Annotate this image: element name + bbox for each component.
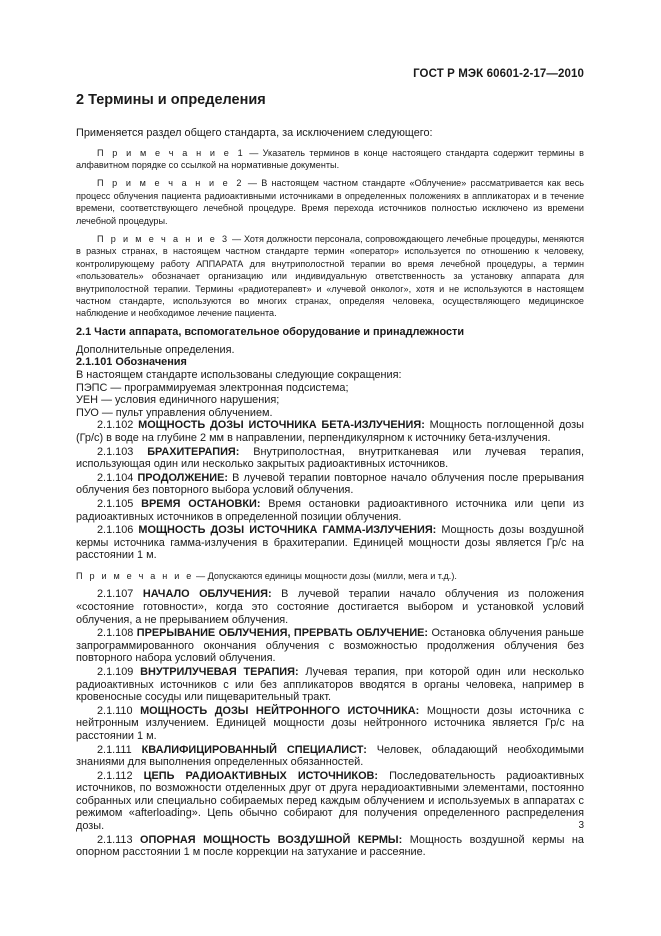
note-text: — Допускаются единицы мощности дозы (милли, мега и т.д.). [193,570,457,581]
term-number: 2.1.108 [97,627,134,640]
term-number: 2.1.107 [97,588,134,601]
terms-list-b [76,588,584,858]
term-definition: В лучевой терапии повторное начало облучения после прерывания облучения без повторного выбора условий облучения. [76,471,584,497]
term-paragraph [76,627,584,665]
term-number: 2.1.106 [97,524,134,537]
abbr-intro: В настоящем стандарте использованы следующие сокращения: [76,369,402,382]
note-units [76,570,584,582]
abbr-item: УЕН — условия единичного нарушения; [76,394,280,407]
page-number: 3 [578,820,584,831]
abbr-list [76,382,584,420]
term-definition: Лучевая терапия, при которой один или несколько радиоактивных источников с или без аппликаторов вводятся в органы человека, например в кровеносные сосуды или пищеварительный тракт. [76,665,584,704]
term-name: ВНУТРИЛУЧЕВАЯ ТЕРАПИЯ: [140,665,299,678]
note-label: П р и м е ч а н и е [76,570,194,581]
term-paragraph [76,498,584,523]
term-number: 2.1.110 [97,704,133,717]
term-name: МОЩНОСТЬ ДОЗЫ НЕЙТРОННОГО ИСТОЧНИКА: [140,704,420,717]
note-text: — В настоящем частном стандарте «Облучение» рассматривается как весь процесс облучения пациента радиоактивными источниками в определенных положениях в аппликаторах и в течение времени, соответствующего лечебной процедуре. Время перехода источников полностью исключено из времени лечебной процедуры. [76,178,584,226]
note-label: П р и м е ч а н и е 2 [97,178,244,189]
term-name: ПРОДОЛЖЕНИЕ: [137,471,229,484]
term-paragraph [76,472,584,497]
term-definition: Мощность воздушной кермы на опорном расстоянии 1 м после коррекции на затухание и рассеяние. [76,833,584,859]
abbr-item: ПУО — пульт управления облучением. [76,406,273,419]
term-paragraph [76,524,584,562]
terms-list-a [76,419,584,562]
term-number: 2.1.103 [97,445,134,458]
term-definition: Время остановки радиоактивного источника или цепи из радиоактивных источников в определенной позиции облучения. [76,498,584,523]
term-paragraph [76,666,584,704]
term-number: 2.1.105 [97,498,134,510]
note-label: П р и м е ч а н и е 3 [97,234,230,245]
term-number: 2.1.113 [97,833,133,846]
term-name: ОПОРНАЯ МОЩНОСТЬ ВОЗДУШНОЙ КЕРМЫ: [140,833,403,846]
term-definition: Остановка облучения раньше запрограммированного окончания облучения с возможностью продолжения облучения без повторного набора условий облучения. [76,627,584,665]
term-name: БРАХИТЕРАПИЯ: [147,445,240,458]
term-name: НАЧАЛО ОБЛУЧЕНИЯ: [142,588,272,601]
intro-paragraph: Применяется раздел общего стандарта, за исключением следующего: [76,127,433,139]
term-name: КВАЛИФИЦИРОВАННЫЙ СПЕЦИАЛИСТ: [141,743,367,756]
note-paragraph [76,233,584,320]
term-definition: Мощность поглощенной дозы (Гр/с) в воде на глубине 2 мм в направлении, перпендикулярном к источнику бета-излучения. [76,419,584,445]
term-definition: В лучевой терапии начало облучения из положения «состояние готовности», когда это состояние достигается выбором и установкой условий облучения, а не прерыванием облучения. [76,588,584,626]
note-text: — Хотя должности персонала, сопровождающего лечебные процедуры, меняются в разных странах, в настоящем частном стандарте термин «оператор» используется по отношению к человеку, контролирующему работу АППАРАТА для внутриполостной терапии во время лечебной процедуры, а термин «пользователь» обозначает организацию или индивидуальную ответственность за установку аппарата для внутриполостной терапии. Термины «радиотерапевт» и «лучевой онколог», хотя и не используются в настоящем частном стандарте, используются во многих странах, определяя человека, осуществляющего медицинское наблюдение и необходимое лечение пациента. [76,234,585,319]
term-definition: Внутриполостная, внутритканевая или лучевая терапия, использующая один или несколько закрытых радиоактивных источников. [76,445,584,471]
section-title: 2 Термины и определения [76,92,266,108]
term-number: 2.1.104 [97,471,134,484]
term-definition: Мощность дозы воздушной кермы источника гамма-излучения в брахитерапии. Единицей мощности дозы является Гр/с на расстоянии 1 м. [76,524,585,562]
note-paragraph [76,177,584,227]
term-number: 2.1.112 [97,769,133,782]
term-definition: Человек, обладающий необходимыми знаниями для выполнения определенных обязанностей. [76,743,584,769]
term-number: 2.1.102 [97,419,134,432]
term-definition: Последовательность радиоактивных источников, по возможности отделенных друг от друга нерадиоактивными элементами, постоянно собранных или специально собираемых перед каждым облучением и используемых в аппаратах с режимом «afterloading». Цепь обычно собирают для получения определенного распределения дозы. [76,769,584,833]
note-label: П р и м е ч а н и е 1 [97,147,245,158]
note-paragraph [76,147,584,172]
document-header: ГОСТ Р МЭК 60601-2-17—2010 [413,68,584,80]
term-number: 2.1.111 [97,743,132,756]
term-number: 2.1.109 [97,665,134,678]
term-paragraph [76,705,584,743]
term-name: ЦЕПЬ РАДИОАКТИВНЫХ ИСТОЧНИКОВ: [143,769,379,782]
abbr-title: 2.1.101 Обозначения [76,356,187,369]
additional-definitions: Дополнительные определения. [76,343,235,356]
term-name: ВРЕМЯ ОСТАНОВКИ: [141,498,261,510]
term-definition: Мощности дозы источника с нейтронным излучением. Единицей мощности дозы нейтронного источника является Гр/с на расстоянии 1 м. [76,704,584,742]
term-name: ПРЕРЫВАНИЕ ОБЛУЧЕНИЯ, ПРЕРВАТЬ ОБЛУЧЕНИЕ: [136,627,429,640]
term-paragraph [76,770,584,833]
term-paragraph [76,834,584,859]
term-paragraph [76,446,584,471]
term-paragraph [76,588,584,626]
subsection-title: 2.1 Части аппарата, вспомогательное оборудование и принадлежности [76,325,465,338]
note-text: — Указатель терминов в конце настоящего стандарта содержит термины в алфавитном порядке со ссылкой на нормативные документы. [76,147,584,170]
term-name: МОЩНОСТЬ ДОЗЫ ИСТОЧНИКА БЕТА-ИЗЛУЧЕНИЯ: [138,419,425,432]
page-content [76,92,584,860]
notes-block [76,147,584,320]
term-paragraph [76,419,584,444]
term-name: МОЩНОСТЬ ДОЗЫ ИСТОЧНИКА ГАММА-ИЗЛУЧЕНИЯ: [138,524,437,537]
term-paragraph [76,744,584,769]
abbr-item: ПЭПС — программируемая электронная подсистема; [76,381,349,394]
